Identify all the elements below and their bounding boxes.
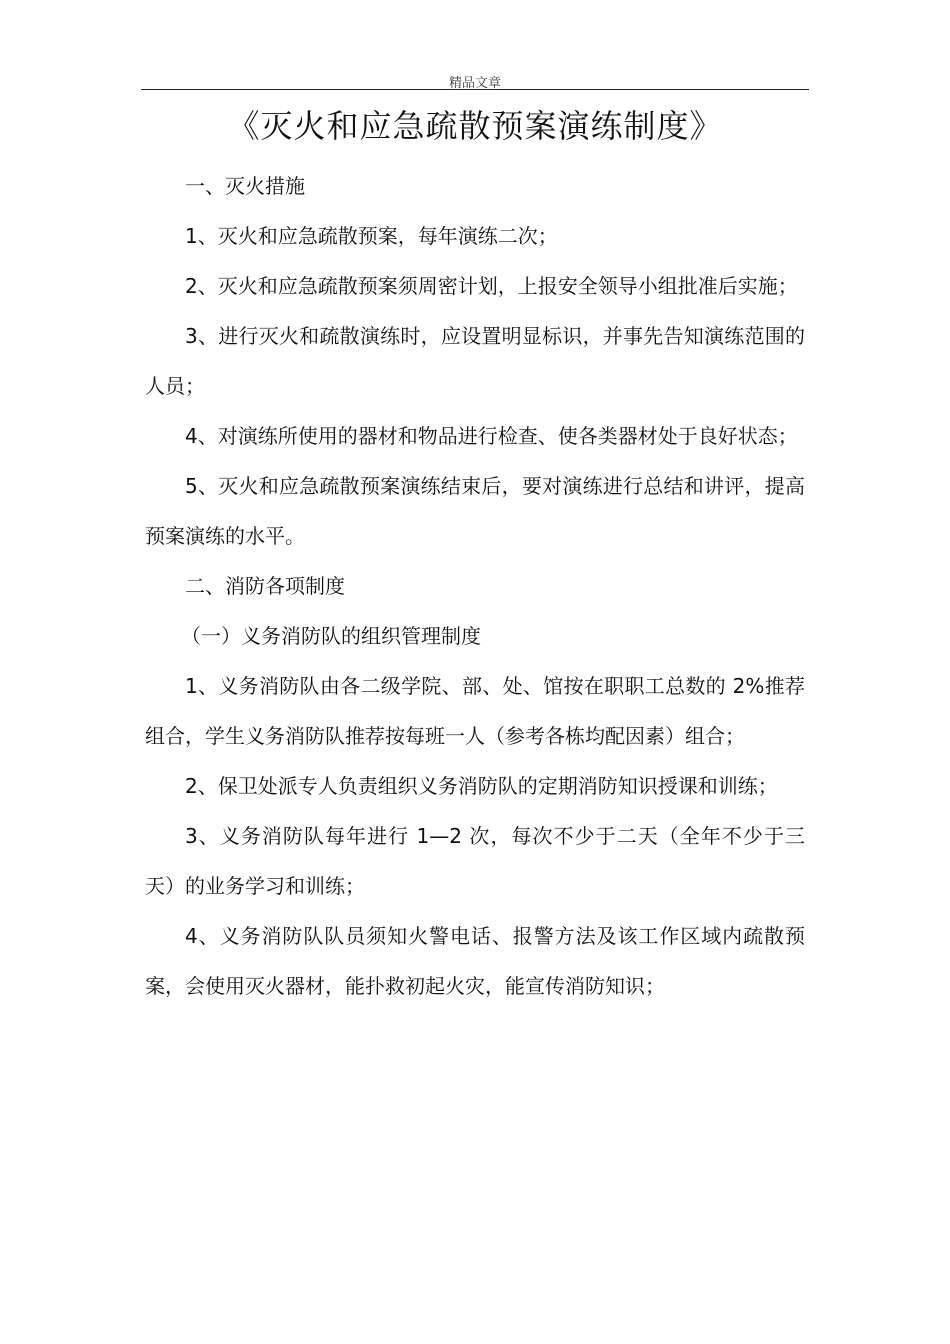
paragraph: 5、灭火和应急疏散预案演练结束后，要对演练进行总结和讲评，提高预案演练的水平。 bbox=[145, 474, 805, 548]
paragraph: 4、义务消防队队员须知火警电话、报警方法及该工作区域内疏散预案，会使用灭火器材，能扑救初起火灾，能宣传消防知识； bbox=[145, 924, 805, 998]
paragraph: 4、对演练所使用的器材和物品进行检查、使各类器材处于良好状态； bbox=[185, 424, 798, 448]
section-heading-1: 一、灭火措施 bbox=[185, 174, 305, 198]
document-body bbox=[145, 161, 805, 1011]
subsection-heading: （一）义务消防队的组织管理制度 bbox=[181, 624, 481, 648]
paragraph: 3、义务消防队每年进行 1—2 次，每次不少于二天（全年不少于三天）的业务学习和训练； bbox=[145, 824, 805, 898]
paragraph: 2、保卫处派专人负责组织义务消防队的定期消防知识授课和训练； bbox=[185, 774, 778, 798]
page-header: 精品文章 bbox=[448, 76, 501, 91]
paragraph: 3、进行灭火和疏散演练时，应设置明显标识，并事先告知演练范围的人员； bbox=[145, 324, 805, 398]
paragraph: 1、灭火和应急疏散预案，每年演练二次； bbox=[185, 224, 558, 248]
section-heading-2: 二、消防各项制度 bbox=[185, 574, 345, 598]
header-divider bbox=[141, 89, 809, 90]
paragraph: 2、灭火和应急疏散预案须周密计划，上报安全领导小组批准后实施； bbox=[185, 274, 798, 298]
document-title: 《灭火和应急疏散预案演练制度》 bbox=[227, 107, 723, 145]
paragraph: 1、义务消防队由各二级学院、部、处、馆按在职职工总数的 2%推荐组合，学生义务消防队推荐按每班一人（参考各栋均配因素）组合； bbox=[145, 674, 805, 748]
